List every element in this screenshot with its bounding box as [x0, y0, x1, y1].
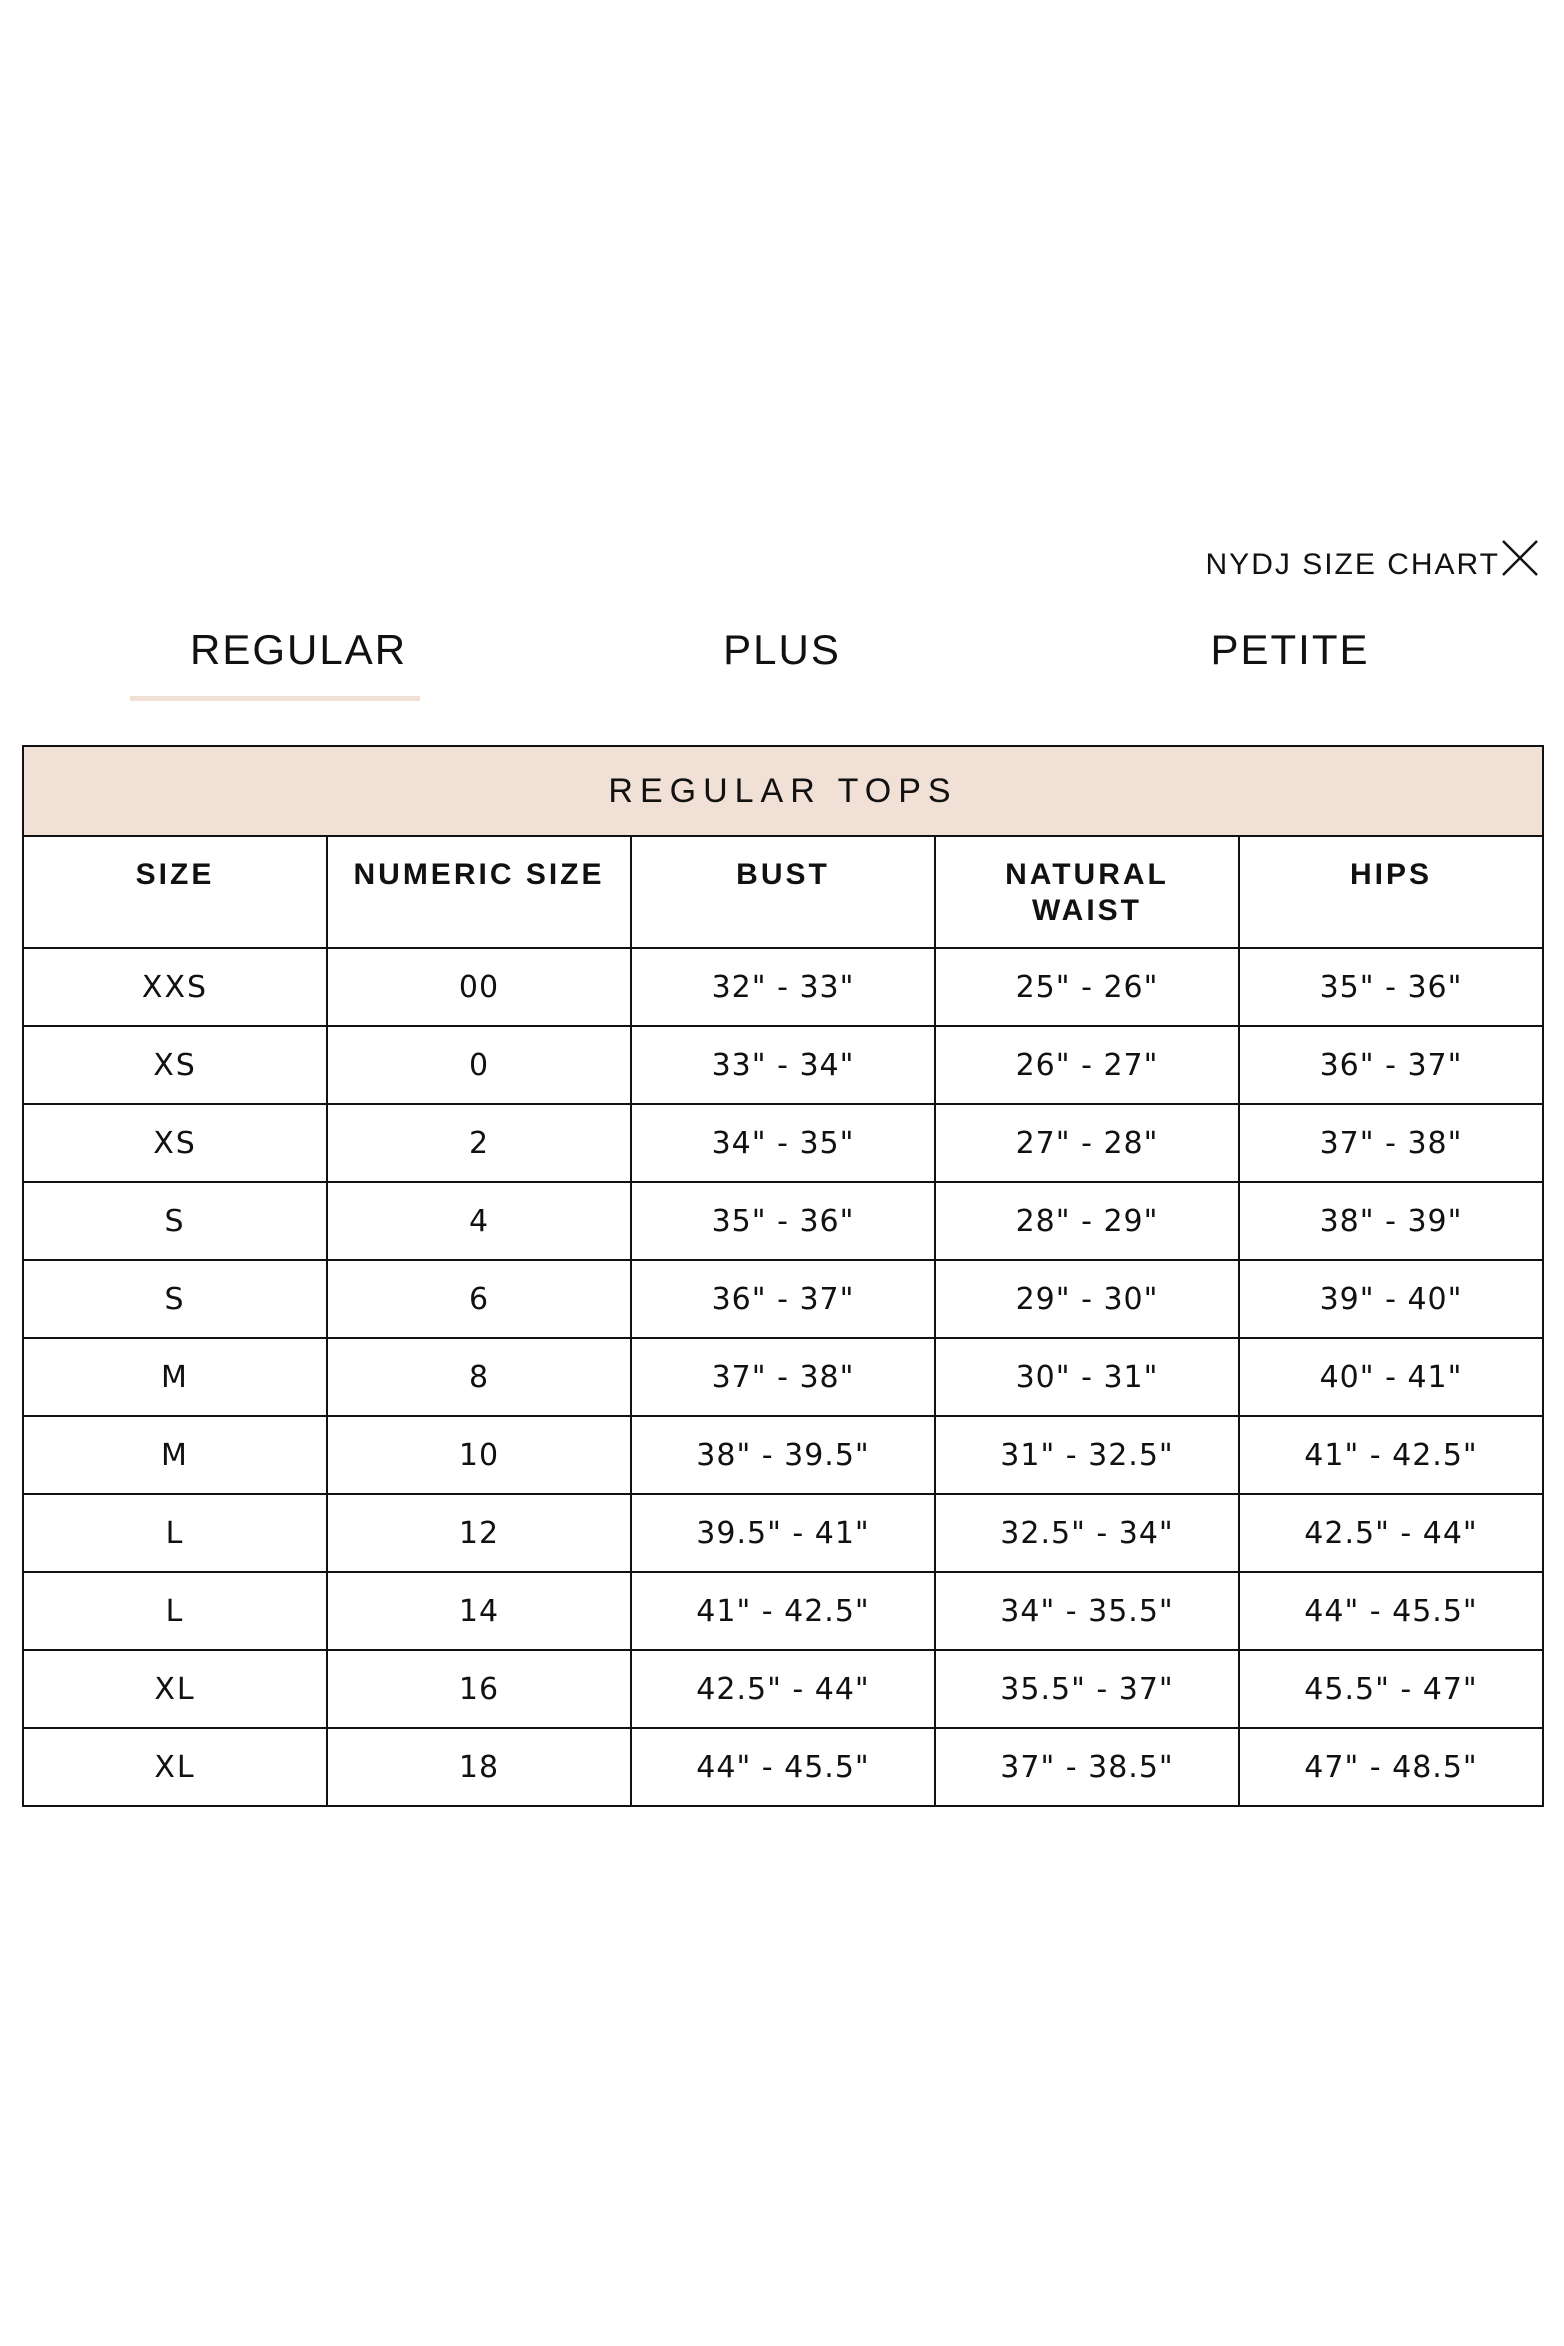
cell-bust: 35" - 36" — [631, 1182, 935, 1260]
cell-bust: 33" - 34" — [631, 1026, 935, 1104]
cell-natural-waist: 32.5" - 34" — [935, 1494, 1239, 1572]
tab-regular[interactable]: REGULAR — [190, 626, 408, 673]
table-row — [23, 1338, 1543, 1416]
table-row — [23, 1572, 1543, 1650]
cell-numeric-size: 8 — [327, 1338, 631, 1416]
cell-natural-waist: 29" - 30" — [935, 1260, 1239, 1338]
cell-natural-waist: 26" - 27" — [935, 1026, 1239, 1104]
tab-plus[interactable]: PLUS — [723, 626, 841, 673]
column-header-numeric-size: NUMERIC SIZE — [327, 836, 631, 948]
cell-bust: 38" - 39.5" — [631, 1416, 935, 1494]
cell-hips: 45.5" - 47" — [1239, 1650, 1543, 1728]
cell-numeric-size: 12 — [327, 1494, 631, 1572]
cell-hips: 47" - 48.5" — [1239, 1728, 1543, 1806]
column-header-natural-waist: NATURAL WAIST — [935, 836, 1239, 948]
cell-natural-waist: 25" - 26" — [935, 948, 1239, 1026]
cell-numeric-size: 10 — [327, 1416, 631, 1494]
cell-hips: 35" - 36" — [1239, 948, 1543, 1026]
cell-natural-waist: 34" - 35.5" — [935, 1572, 1239, 1650]
table-row — [23, 1104, 1543, 1182]
cell-numeric-size: 4 — [327, 1182, 631, 1260]
cell-hips: 41" - 42.5" — [1239, 1416, 1543, 1494]
cell-hips: 42.5" - 44" — [1239, 1494, 1543, 1572]
cell-numeric-size: 16 — [327, 1650, 631, 1728]
table-row — [23, 1728, 1543, 1806]
column-header-bust: BUST — [631, 836, 935, 948]
table-caption: REGULAR TOPS — [23, 746, 1543, 836]
size-chart-title: NYDJ SIZE CHART — [1205, 548, 1500, 581]
close-icon[interactable] — [1500, 538, 1540, 578]
cell-hips: 38" - 39" — [1239, 1182, 1543, 1260]
cell-size: XL — [23, 1728, 327, 1806]
cell-hips: 44" - 45.5" — [1239, 1572, 1543, 1650]
cell-numeric-size: 6 — [327, 1260, 631, 1338]
table-row — [23, 948, 1543, 1026]
cell-bust: 37" - 38" — [631, 1338, 935, 1416]
cell-bust: 32" - 33" — [631, 948, 935, 1026]
size-table — [22, 745, 1544, 1807]
cell-size: L — [23, 1572, 327, 1650]
cell-bust: 39.5" - 41" — [631, 1494, 935, 1572]
cell-natural-waist: 31" - 32.5" — [935, 1416, 1239, 1494]
table-row — [23, 1650, 1543, 1728]
cell-size: XL — [23, 1650, 327, 1728]
cell-natural-waist: 37" - 38.5" — [935, 1728, 1239, 1806]
cell-size: XS — [23, 1026, 327, 1104]
cell-hips: 39" - 40" — [1239, 1260, 1543, 1338]
cell-numeric-size: 18 — [327, 1728, 631, 1806]
cell-numeric-size: 00 — [327, 948, 631, 1026]
cell-hips: 36" - 37" — [1239, 1026, 1543, 1104]
cell-size: S — [23, 1182, 327, 1260]
column-header-hips: HIPS — [1239, 836, 1543, 948]
cell-size: S — [23, 1260, 327, 1338]
active-tab-indicator — [130, 696, 420, 701]
table-row — [23, 1260, 1543, 1338]
cell-natural-waist: 28" - 29" — [935, 1182, 1239, 1260]
table-row — [23, 1416, 1543, 1494]
column-header-size: SIZE — [23, 836, 327, 948]
cell-size: XXS — [23, 948, 327, 1026]
cell-size: M — [23, 1338, 327, 1416]
cell-bust: 36" - 37" — [631, 1260, 935, 1338]
table-row — [23, 1182, 1543, 1260]
cell-numeric-size: 14 — [327, 1572, 631, 1650]
cell-hips: 40" - 41" — [1239, 1338, 1543, 1416]
size-tabs — [0, 626, 1564, 706]
cell-numeric-size: 2 — [327, 1104, 631, 1182]
cell-bust: 34" - 35" — [631, 1104, 935, 1182]
cell-natural-waist: 30" - 31" — [935, 1338, 1239, 1416]
cell-natural-waist: 35.5" - 37" — [935, 1650, 1239, 1728]
table-row — [23, 1026, 1543, 1104]
cell-size: L — [23, 1494, 327, 1572]
cell-bust: 41" - 42.5" — [631, 1572, 935, 1650]
cell-size: M — [23, 1416, 327, 1494]
cell-natural-waist: 27" - 28" — [935, 1104, 1239, 1182]
cell-hips: 37" - 38" — [1239, 1104, 1543, 1182]
cell-bust: 44" - 45.5" — [631, 1728, 935, 1806]
cell-bust: 42.5" - 44" — [631, 1650, 935, 1728]
cell-size: XS — [23, 1104, 327, 1182]
table-row — [23, 1494, 1543, 1572]
tab-petite[interactable]: PETITE — [1210, 626, 1370, 673]
cell-numeric-size: 0 — [327, 1026, 631, 1104]
